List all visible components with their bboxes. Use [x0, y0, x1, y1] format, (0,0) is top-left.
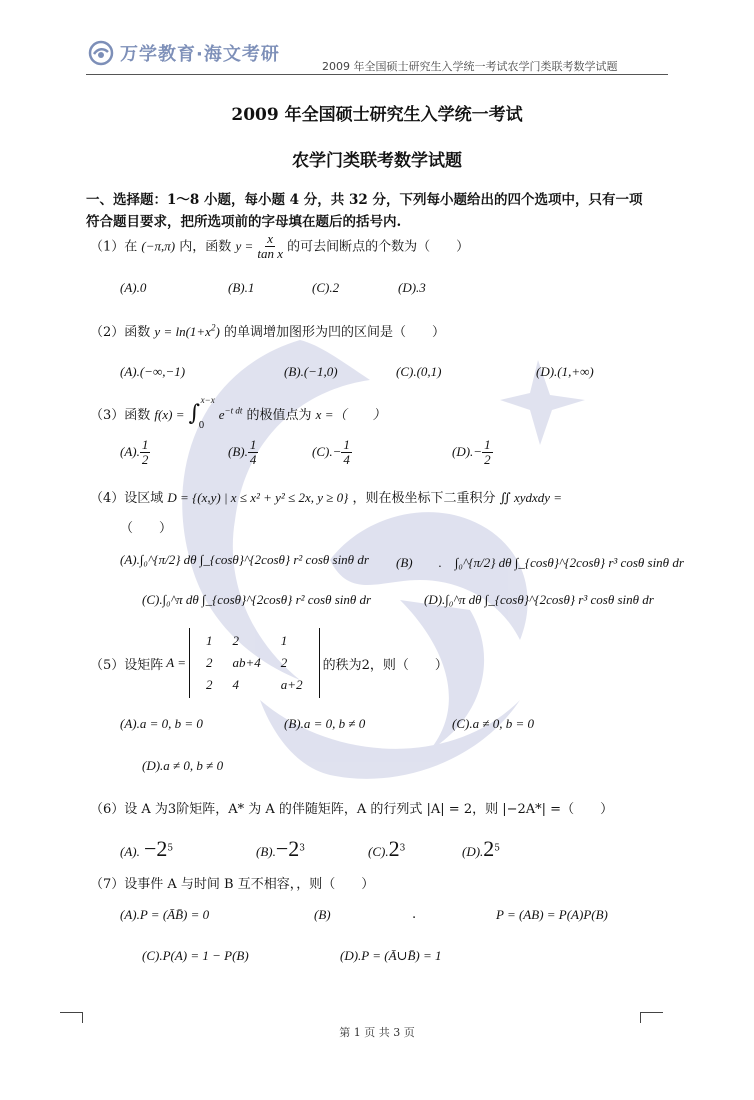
q7-option-d: (D).P = (Ā∪B̄) = 1 — [340, 948, 442, 963]
running-title: 2009 年全国硕士研究生入学统一考试农学门类联考数学试题 — [322, 60, 618, 73]
logo-globe-icon — [88, 40, 114, 66]
q7-option-b-dot: . — [412, 907, 417, 922]
corner-mark-left — [60, 1012, 83, 1023]
q7-option-a: (A).P = (ĀB̄) = 0 — [120, 907, 210, 922]
page-title-line1: 2009 年全国硕士研究生入学统一考试 — [231, 105, 523, 125]
q2-option-a: (A).(−∞,−1) — [120, 364, 186, 379]
q5-option-c: (C).a ≠ 0, b = 0 — [452, 716, 534, 731]
q1-interval: (−π,π) — [141, 238, 176, 254]
header-rule — [86, 74, 668, 75]
q4-blank: （ ） — [120, 521, 173, 536]
q7-option-b-expr: P = (AB) = P(A)P(B) — [496, 907, 608, 922]
corner-mark-right — [640, 1012, 663, 1023]
q4-option-a: (A).∫₀^{π/2} dθ ∫_{cosθ}^{2cosθ} r² cosθ sinθ dr — [120, 552, 369, 567]
question-6: （6）设 A 为3阶矩阵，A* 为 A 的伴随矩阵，A 的行列式 |A| = 2，则 |−2A*| =（ ） — [90, 802, 614, 817]
q2-option-b: (B).(−1,0) — [284, 364, 338, 379]
q1-text-c: 的可去间断点的个数为（ ） — [287, 239, 470, 255]
q4-option-d: (D).∫₀^π dθ ∫_{cosθ}^{2cosθ} r³ cosθ sinθ dr — [424, 592, 654, 607]
q7-option-c: (C).P(A) = 1 − P(B) — [142, 948, 249, 963]
q7-option-b-label: (B) — [314, 907, 331, 922]
question-5: （5）设矩阵 A = 1 2 1 2 ab+4 2 2 4 a+2 的秩为2，则（ ） — [90, 628, 448, 698]
section-heading-line2: 符合题目要求，把所选项前的字母填在题后的括号内. — [86, 214, 402, 230]
q3-option-d: (D).− $\frac{1}{2}$ — [452, 437, 491, 468]
question-2: （2）函数 $y = \ln(1+x^2)$ 的单调增加图形为凹的区间是（ ） — [90, 322, 445, 340]
q6-option-d: $(D).2^5$ — [462, 836, 501, 861]
q1-text-b: 内，函数 — [179, 239, 232, 255]
question-3: （3）函数 f(x) = ∫ x−x 0 $e^{-t dt}$ 的极值点为 x =（ ） — [90, 394, 386, 431]
q1-fraction: $\frac{x}{\text{tan x}}$ — [257, 231, 284, 262]
q4-option-c: (C).∫₀^π dθ ∫_{cosθ}^{2cosθ} r² cosθ sinθ dr — [142, 592, 372, 607]
question-7: （7）设事件 A 与时间 B 互不相容，，则（ ） — [90, 877, 375, 892]
q3-option-b: (B). $\frac{1}{4}$ — [228, 437, 257, 468]
page-footer: 第 1 页 共 3 页 — [339, 1026, 415, 1039]
question-1 — [90, 232, 469, 262]
q5-option-b: (B).a = 0, b ≠ 0 — [284, 716, 366, 731]
q1-option-c: (C).2 — [312, 280, 340, 295]
q3-option-c: (C).− $\frac{1}{4}$ — [312, 437, 350, 468]
q1-option-a: (A).0 — [120, 280, 147, 295]
section-heading-line1: 一、选择题：1～8 小题，每小题 4 分，共 32 分，下列每小题给出的四个选项中，只有一项 — [86, 192, 643, 208]
q5-option-a: (A).a = 0, b = 0 — [120, 716, 203, 731]
header-logo — [88, 40, 280, 66]
q6-option-a: (A). $-2^5$ — [120, 836, 174, 861]
page-title-line2: 农学门类联考数学试题 — [292, 151, 462, 171]
q2-option-d: (D).(1,+∞) — [536, 364, 594, 379]
q1-option-d: (D).3 — [398, 280, 426, 295]
q5-matrix: 1 2 1 2 ab+4 2 2 4 a+2 — [189, 628, 320, 698]
q1-fn-lhs: y = — [235, 238, 254, 254]
q4-option-b: (B) . ∫₀^{π/2} dθ ∫_{cosθ}^{2cosθ} r³ cosθ sinθ dr — [396, 555, 684, 570]
q2-option-c: (C).(0,1) — [396, 364, 442, 379]
question-4: （4）设区域 D = {(x,y) | x ≤ x² + y² ≤ 2x, y ≥ 0} ，则在极坐标下二重积分 ∬ xydxdy = — [90, 490, 563, 506]
q5-option-d: (D).a ≠ 0, b ≠ 0 — [142, 758, 224, 773]
q1-text-a: （1）在 — [90, 239, 138, 255]
q6-option-b: $(B).-2^3$ — [256, 836, 306, 861]
q3-option-a: (A). $\frac{1}{2}$ — [120, 437, 149, 468]
q6-option-c: $(C).2^3$ — [368, 836, 406, 861]
logo-text: 万学教育·海文考研 — [120, 44, 280, 65]
q1-option-b: (B).1 — [228, 280, 255, 295]
